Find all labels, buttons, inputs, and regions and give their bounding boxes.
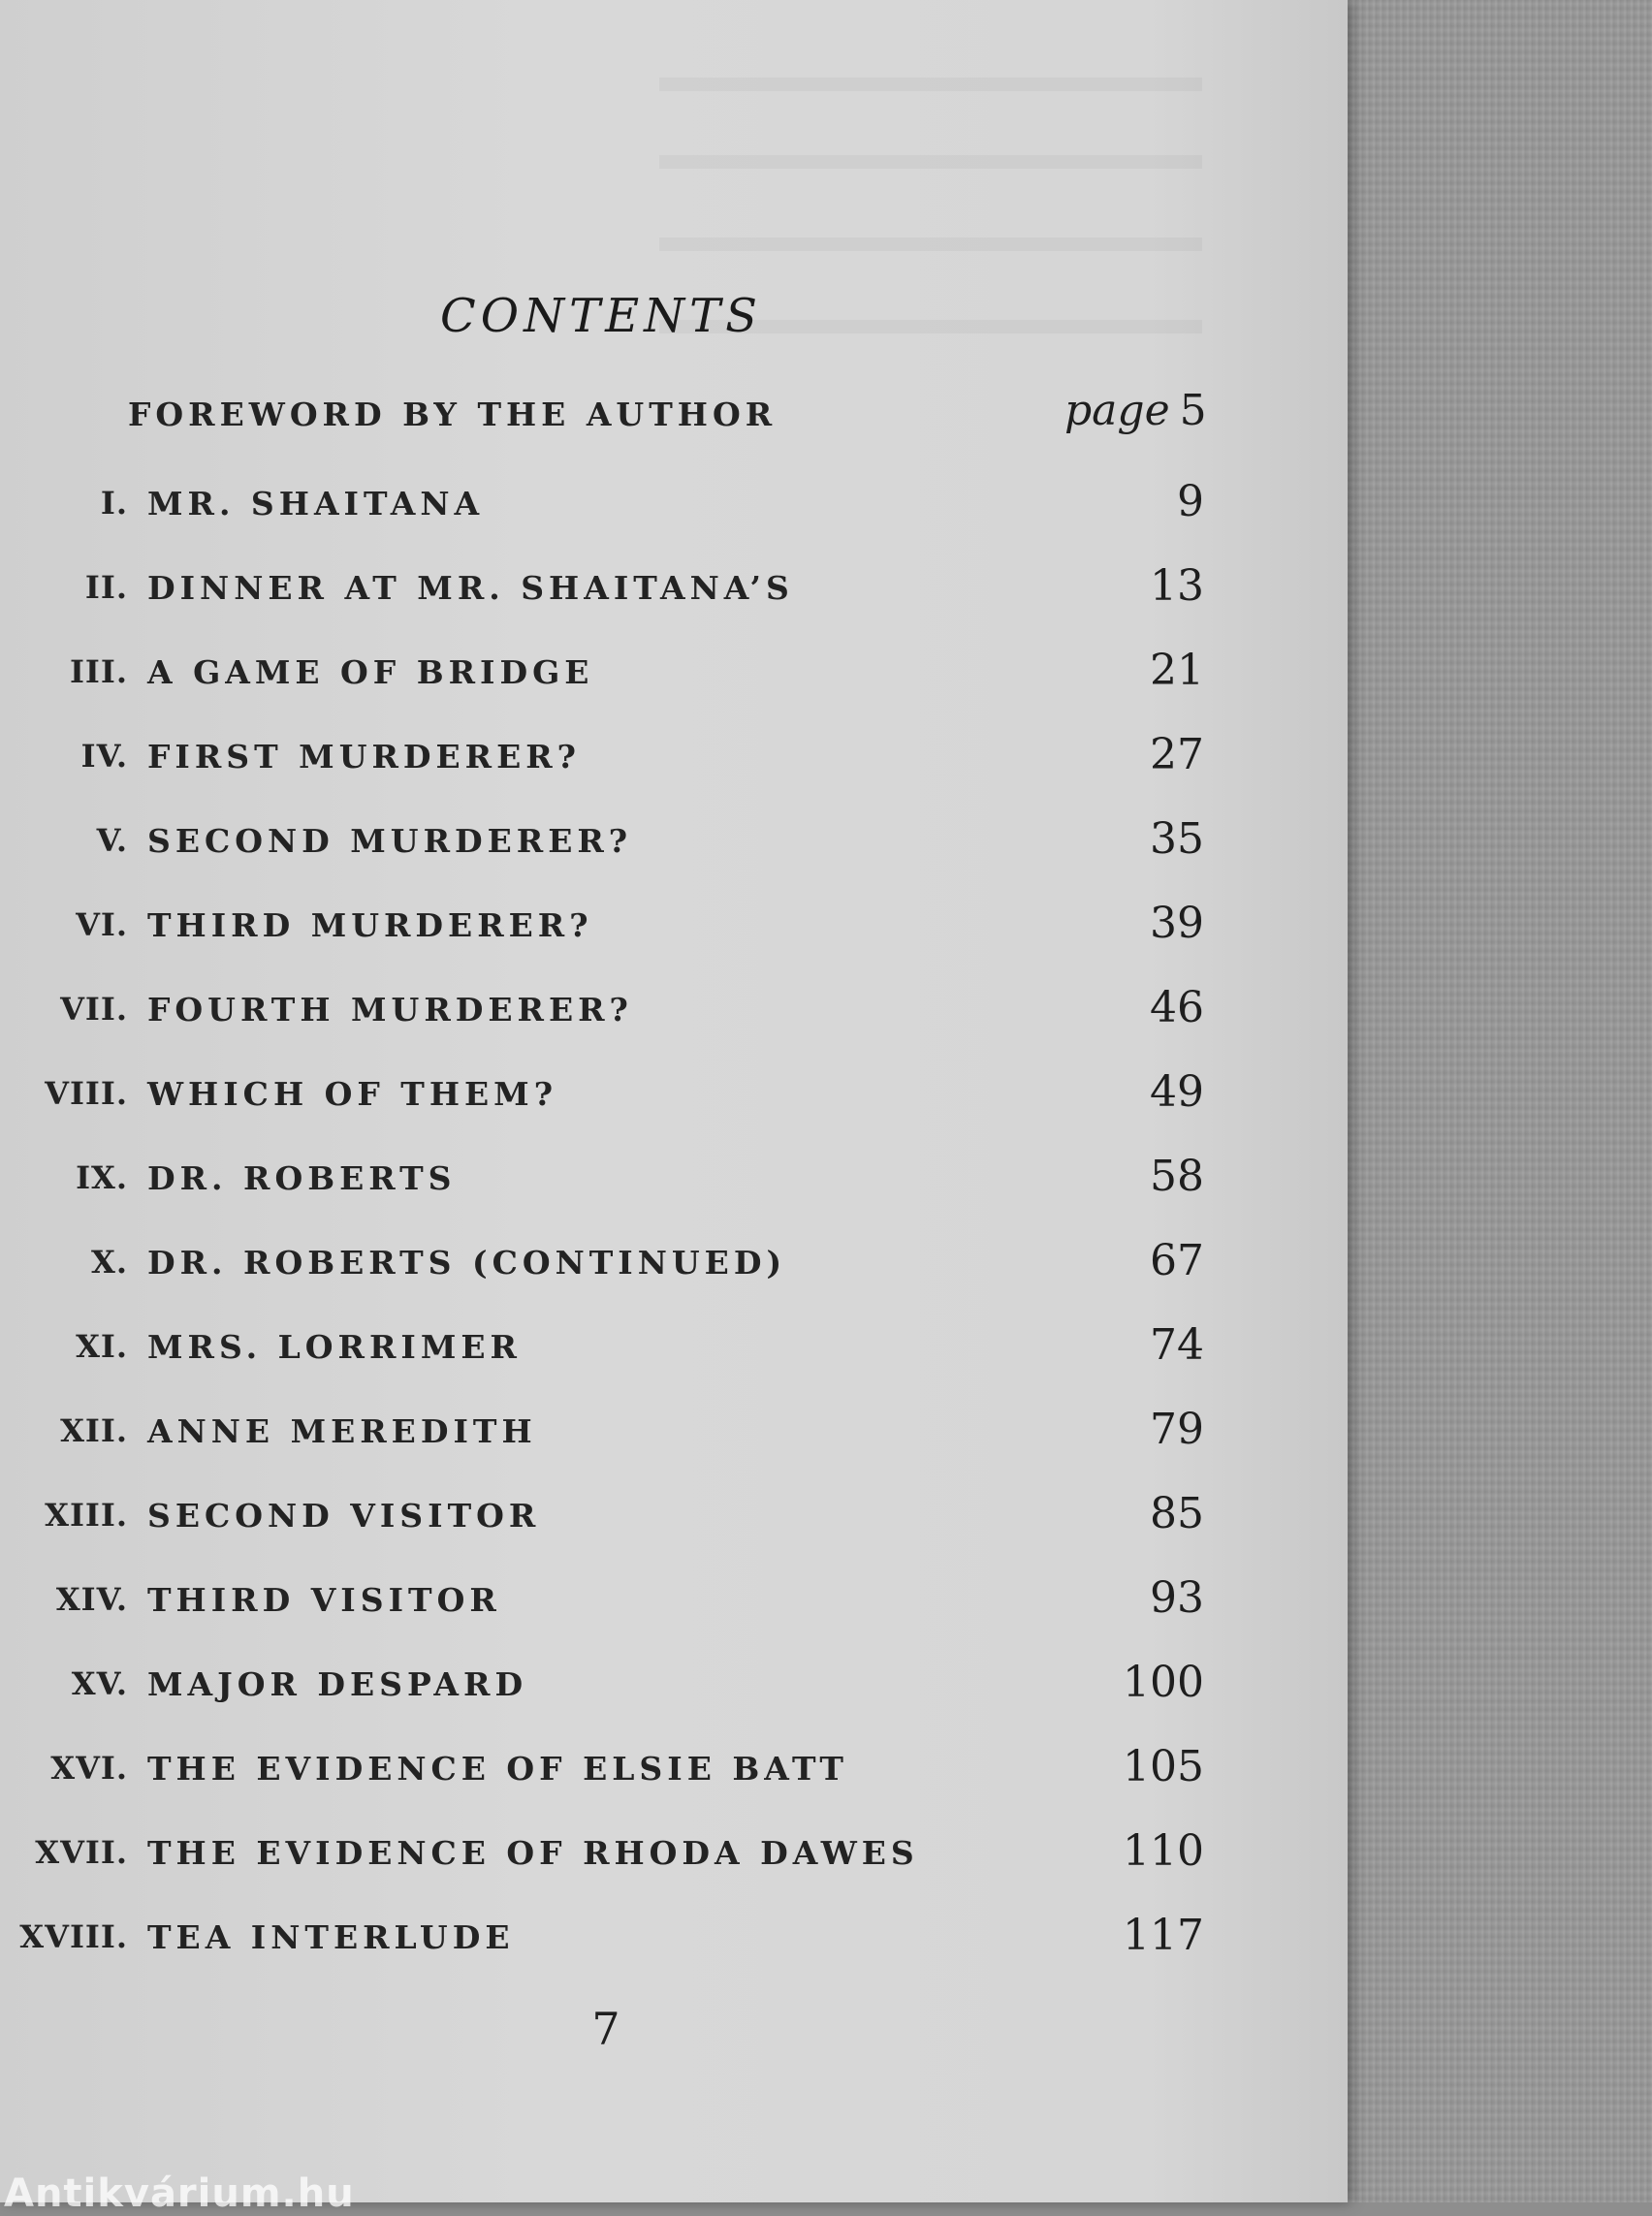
chapter-numeral: I. [100, 485, 128, 522]
toc-row [0, 646, 1348, 712]
chapter-title: SECOND VISITOR [147, 1497, 541, 1535]
chapter-title: WHICH OF THEM? [147, 1075, 558, 1113]
chapter-page: 110 [1123, 1826, 1204, 1876]
toc-row [0, 1152, 1348, 1218]
chapter-title: MR. SHAITANA [147, 485, 485, 522]
toc-row [0, 477, 1348, 543]
chapter-title: THIRD MURDERER? [147, 906, 593, 944]
chapter-page: 105 [1123, 1742, 1204, 1791]
chapter-page: 79 [1150, 1405, 1204, 1454]
toc-row [0, 899, 1348, 965]
background-backing [1332, 0, 1652, 2202]
toc-row [0, 1320, 1348, 1386]
chapter-page: 27 [1150, 730, 1204, 779]
page-folio: 7 [591, 2003, 620, 2055]
chapter-page: 67 [1150, 1236, 1204, 1285]
chapter-page: 21 [1150, 646, 1204, 695]
chapter-numeral: IX. [76, 1159, 128, 1196]
chapter-page: 74 [1150, 1320, 1204, 1370]
chapter-title: TEA INTERLUDE [147, 1918, 515, 1956]
chapter-numeral: XIII. [45, 1497, 128, 1534]
chapter-page: 35 [1150, 814, 1204, 864]
toc-row [0, 1742, 1348, 1808]
chapter-numeral: XIV. [55, 1581, 128, 1618]
chapter-page: 49 [1150, 1067, 1204, 1117]
chapter-page: 85 [1150, 1489, 1204, 1538]
toc-row [0, 1067, 1348, 1133]
foreword-page [1064, 386, 1207, 435]
toc-row [0, 1911, 1348, 1977]
chapter-numeral: XV. [71, 1665, 128, 1702]
chapter-numeral: IV. [80, 738, 128, 775]
chapter-title: THE EVIDENCE OF RHODA DAWES [147, 1834, 919, 1872]
chapter-numeral: VIII. [45, 1075, 128, 1112]
chapter-page: 117 [1123, 1911, 1204, 1960]
toc-row [0, 814, 1348, 880]
chapter-title: MRS. LORRIMER [147, 1328, 522, 1366]
page-label: page [1064, 386, 1170, 435]
toc-row [0, 1826, 1348, 1892]
toc-row [0, 1489, 1348, 1555]
chapter-title: ANNE MEREDITH [147, 1412, 537, 1450]
chapter-numeral: XII. [60, 1412, 128, 1449]
chapter-page: 13 [1150, 561, 1204, 611]
chapter-page: 46 [1150, 983, 1204, 1032]
chapter-numeral: III. [69, 653, 128, 690]
chapter-title: SECOND MURDERER? [147, 822, 633, 860]
toc-row [0, 983, 1348, 1049]
chapter-title: THE EVIDENCE OF ELSIE BATT [147, 1750, 848, 1788]
chapter-title: FOURTH MURDERER? [147, 991, 633, 1029]
foreword-entry: FOREWORD BY THE AUTHOR [128, 396, 778, 433]
chapter-numeral: XVIII. [19, 1918, 128, 1955]
toc-row [0, 1573, 1348, 1639]
foreword-page-number: 5 [1179, 386, 1207, 435]
show-through-line [659, 237, 1202, 251]
chapter-title: FIRST MURDERER? [147, 738, 582, 776]
chapter-title: THIRD VISITOR [147, 1581, 501, 1619]
chapter-numeral: II. [84, 569, 128, 606]
chapter-numeral: V. [96, 822, 128, 859]
toc-row [0, 561, 1348, 627]
chapter-title: A GAME OF BRIDGE [147, 653, 594, 691]
chapter-numeral: XVI. [50, 1750, 128, 1787]
chapter-numeral: VI. [76, 906, 128, 943]
chapter-page: 93 [1150, 1573, 1204, 1623]
chapter-title: MAJOR DESPARD [147, 1665, 528, 1703]
chapter-page: 9 [1177, 477, 1204, 526]
toc-row [0, 1236, 1348, 1302]
chapter-title: DINNER AT MR. SHAITANA’S [147, 569, 794, 607]
chapter-page: 39 [1150, 899, 1204, 948]
chapter-page: 100 [1123, 1658, 1204, 1707]
toc-row [0, 1658, 1348, 1724]
toc-row [0, 1405, 1348, 1471]
chapter-title: DR. ROBERTS (CONTINUED) [147, 1244, 787, 1282]
chapter-numeral: VII. [60, 991, 128, 1028]
contents-title: CONTENTS [439, 289, 763, 343]
chapter-title: DR. ROBERTS [147, 1159, 457, 1197]
show-through-line [659, 155, 1202, 169]
chapter-page: 58 [1150, 1152, 1204, 1201]
toc-row [0, 730, 1348, 796]
watermark: Antikvárium.hu [4, 2171, 355, 2216]
chapter-numeral: X. [91, 1244, 128, 1281]
show-through-line [659, 78, 1202, 91]
chapter-numeral: XVII. [35, 1834, 128, 1871]
chapter-numeral: XI. [76, 1328, 128, 1365]
